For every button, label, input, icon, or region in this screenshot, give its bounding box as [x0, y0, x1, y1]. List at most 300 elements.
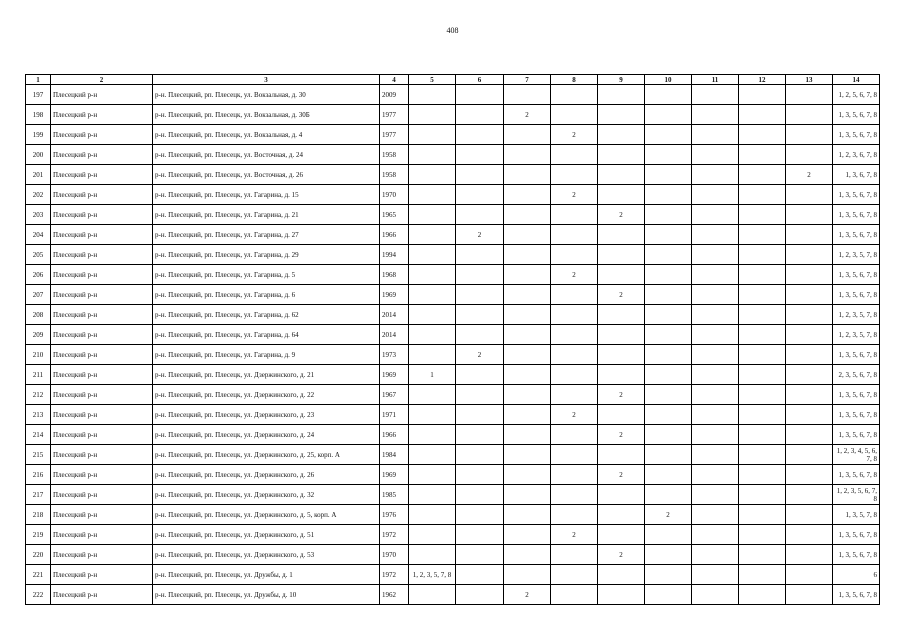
col7-cell	[504, 365, 551, 385]
year-cell: 1962	[380, 585, 409, 605]
district-cell: Плесецкий р-н	[51, 145, 153, 165]
col11-cell	[692, 145, 739, 165]
row-number: 203	[26, 205, 51, 225]
col6-cell	[456, 285, 504, 305]
col12-cell	[739, 205, 786, 225]
table-row	[26, 465, 880, 485]
col12-cell	[739, 265, 786, 285]
col8-cell	[551, 145, 598, 165]
col12-cell	[739, 325, 786, 345]
address-cell: р-н. Плесецкий, рп. Плесецк, ул. Дзержинского, д. 32	[153, 485, 380, 505]
col14-cell: 1, 2, 3, 5, 6, 7, 8	[833, 485, 880, 505]
col8-cell	[551, 425, 598, 445]
col11-cell	[692, 185, 739, 205]
address-cell: р-н. Плесецкий, рп. Плесецк, ул. Гагарина, д. 27	[153, 225, 380, 245]
col10-cell	[645, 245, 692, 265]
col6-cell	[456, 85, 504, 105]
col11-cell	[692, 165, 739, 185]
col9-cell	[598, 165, 645, 185]
year-cell: 2014	[380, 325, 409, 345]
district-cell: Плесецкий р-н	[51, 85, 153, 105]
col14-cell: 1, 3, 5, 6, 7, 8	[833, 425, 880, 445]
col14-cell: 1, 3, 5, 6, 7, 8	[833, 125, 880, 145]
col13-cell	[786, 265, 833, 285]
col5-cell	[409, 545, 456, 565]
col8-cell	[551, 485, 598, 505]
col6-cell	[456, 185, 504, 205]
col10-cell	[645, 565, 692, 585]
year-cell: 1976	[380, 505, 409, 525]
year-cell: 1969	[380, 285, 409, 305]
col12-cell	[739, 125, 786, 145]
row-number: 210	[26, 345, 51, 365]
col10-cell	[645, 485, 692, 505]
buildings-table	[25, 74, 880, 605]
address-cell: р-н. Плесецкий, рп. Плесецк, ул. Дзержинского, д. 51	[153, 525, 380, 545]
col5-cell: 1	[409, 365, 456, 385]
col5-cell	[409, 285, 456, 305]
col6-cell	[456, 105, 504, 125]
year-cell: 1972	[380, 565, 409, 585]
col12-cell	[739, 465, 786, 485]
column-header-9: 9	[598, 75, 645, 85]
col10-cell	[645, 185, 692, 205]
col7-cell	[504, 265, 551, 285]
col11-cell	[692, 225, 739, 245]
col14-cell: 1, 3, 5, 6, 7, 8	[833, 465, 880, 485]
col5-cell	[409, 165, 456, 185]
col9-cell	[598, 445, 645, 465]
col10-cell	[645, 165, 692, 185]
col13-cell	[786, 485, 833, 505]
col12-cell	[739, 145, 786, 165]
col14-cell: 1, 2, 3, 5, 7, 8	[833, 245, 880, 265]
year-cell: 1994	[380, 245, 409, 265]
col7-cell	[504, 85, 551, 105]
col8-cell	[551, 85, 598, 105]
year-cell: 1966	[380, 425, 409, 445]
col8-cell: 2	[551, 185, 598, 205]
col11-cell	[692, 105, 739, 125]
col11-cell	[692, 565, 739, 585]
col9-cell	[598, 125, 645, 145]
col11-cell	[692, 465, 739, 485]
col11-cell	[692, 125, 739, 145]
row-number: 215	[26, 445, 51, 465]
district-cell: Плесецкий р-н	[51, 505, 153, 525]
table-row	[26, 145, 880, 165]
address-cell: р-н. Плесецкий, рп. Плесецк, ул. Вокзальная, д. 30Б	[153, 105, 380, 125]
col8-cell: 2	[551, 525, 598, 545]
col9-cell	[598, 225, 645, 245]
col5-cell	[409, 445, 456, 465]
col6-cell: 2	[456, 345, 504, 365]
col11-cell	[692, 265, 739, 285]
col13-cell	[786, 285, 833, 305]
col14-cell: 1, 2, 5, 6, 7, 8	[833, 85, 880, 105]
district-cell: Плесецкий р-н	[51, 585, 153, 605]
table-row	[26, 485, 880, 505]
col7-cell	[504, 505, 551, 525]
col14-cell: 6	[833, 565, 880, 585]
col6-cell	[456, 165, 504, 185]
col11-cell	[692, 85, 739, 105]
district-cell: Плесецкий р-н	[51, 565, 153, 585]
col11-cell	[692, 445, 739, 465]
row-number: 207	[26, 285, 51, 305]
table-row	[26, 425, 880, 445]
col9-cell	[598, 405, 645, 425]
col6-cell	[456, 205, 504, 225]
col13-cell	[786, 145, 833, 165]
district-cell: Плесецкий р-н	[51, 305, 153, 325]
column-header-11: 11	[692, 75, 739, 85]
col6-cell	[456, 485, 504, 505]
col6-cell	[456, 265, 504, 285]
col9-cell	[598, 365, 645, 385]
row-number: 208	[26, 305, 51, 325]
row-number: 216	[26, 465, 51, 485]
col7-cell: 2	[504, 585, 551, 605]
col8-cell	[551, 585, 598, 605]
col12-cell	[739, 345, 786, 365]
col8-cell	[551, 165, 598, 185]
col6-cell	[456, 325, 504, 345]
address-cell: р-н. Плесецкий, рп. Плесецк, ул. Вокзальная, д. 30	[153, 85, 380, 105]
col8-cell	[551, 465, 598, 485]
col9-cell	[598, 345, 645, 365]
district-cell: Плесецкий р-н	[51, 285, 153, 305]
row-number: 221	[26, 565, 51, 585]
col9-cell: 2	[598, 385, 645, 405]
column-header-6: 6	[456, 75, 504, 85]
col5-cell	[409, 345, 456, 365]
district-cell: Плесецкий р-н	[51, 225, 153, 245]
address-cell: р-н. Плесецкий, рп. Плесецк, ул. Дзержинского, д. 5, корп. А	[153, 505, 380, 525]
col8-cell	[551, 505, 598, 525]
col7-cell	[504, 425, 551, 445]
col13-cell	[786, 525, 833, 545]
col10-cell	[645, 225, 692, 245]
col14-cell: 1, 3, 5, 6, 7, 8	[833, 525, 880, 545]
col10-cell	[645, 345, 692, 365]
col7-cell	[504, 225, 551, 245]
col12-cell	[739, 105, 786, 125]
year-cell: 1977	[380, 125, 409, 145]
year-cell: 1984	[380, 445, 409, 465]
col14-cell: 1, 3, 5, 6, 7, 8	[833, 105, 880, 125]
district-cell: Плесецкий р-н	[51, 525, 153, 545]
col12-cell	[739, 565, 786, 585]
col13-cell	[786, 425, 833, 445]
row-number: 200	[26, 145, 51, 165]
col5-cell	[409, 125, 456, 145]
col8-cell	[551, 205, 598, 225]
year-cell: 1970	[380, 185, 409, 205]
col12-cell	[739, 365, 786, 385]
col13-cell	[786, 385, 833, 405]
col8-cell: 2	[551, 265, 598, 285]
district-cell: Плесецкий р-н	[51, 345, 153, 365]
row-number: 212	[26, 385, 51, 405]
address-cell: р-н. Плесецкий, рп. Плесецк, ул. Гагарина, д. 9	[153, 345, 380, 365]
table-row	[26, 265, 880, 285]
col14-cell: 1, 3, 5, 7, 8	[833, 505, 880, 525]
col6-cell	[456, 445, 504, 465]
district-cell: Плесецкий р-н	[51, 425, 153, 445]
col8-cell: 2	[551, 125, 598, 145]
col13-cell	[786, 105, 833, 125]
column-header-5: 5	[409, 75, 456, 85]
address-cell: р-н. Плесецкий, рп. Плесецк, ул. Гагарина, д. 21	[153, 205, 380, 225]
column-header-1: 1	[26, 75, 51, 85]
col14-cell: 1, 2, 3, 6, 7, 8	[833, 145, 880, 165]
table-row	[26, 405, 880, 425]
table-row	[26, 185, 880, 205]
address-cell: р-н. Плесецкий, рп. Плесецк, ул. Дзержинского, д. 23	[153, 405, 380, 425]
district-cell: Плесецкий р-н	[51, 445, 153, 465]
col6-cell	[456, 585, 504, 605]
year-cell: 1967	[380, 385, 409, 405]
col13-cell	[786, 345, 833, 365]
col12-cell	[739, 165, 786, 185]
year-cell: 1973	[380, 345, 409, 365]
col14-cell: 1, 2, 3, 4, 5, 6, 7, 8	[833, 445, 880, 465]
col10-cell	[645, 525, 692, 545]
col5-cell	[409, 85, 456, 105]
col6-cell	[456, 385, 504, 405]
col10-cell	[645, 285, 692, 305]
row-number: 197	[26, 85, 51, 105]
col12-cell	[739, 185, 786, 205]
table-row	[26, 285, 880, 305]
col11-cell	[692, 525, 739, 545]
table-row	[26, 365, 880, 385]
col6-cell	[456, 125, 504, 145]
district-cell: Плесецкий р-н	[51, 245, 153, 265]
col14-cell: 1, 3, 5, 6, 7, 8	[833, 385, 880, 405]
address-cell: р-н. Плесецкий, рп. Плесецк, ул. Гагарина, д. 6	[153, 285, 380, 305]
column-header-14: 14	[833, 75, 880, 85]
col7-cell	[504, 485, 551, 505]
address-cell: р-н. Плесецкий, рп. Плесецк, ул. Восточная, д. 24	[153, 145, 380, 165]
col11-cell	[692, 585, 739, 605]
col7-cell	[504, 325, 551, 345]
year-cell: 1958	[380, 165, 409, 185]
col7-cell	[504, 525, 551, 545]
header-row	[26, 75, 880, 85]
address-cell: р-н. Плесецкий, рп. Плесецк, ул. Дзержинского, д. 25, корп. А	[153, 445, 380, 465]
district-cell: Плесецкий р-н	[51, 205, 153, 225]
address-cell: р-н. Плесецкий, рп. Плесецк, ул. Гагарина, д. 64	[153, 325, 380, 345]
address-cell: р-н. Плесецкий, рп. Плесецк, ул. Гагарина, д. 62	[153, 305, 380, 325]
column-header-3: 3	[153, 75, 380, 85]
district-cell: Плесецкий р-н	[51, 105, 153, 125]
row-number: 222	[26, 585, 51, 605]
col12-cell	[739, 405, 786, 425]
district-cell: Плесецкий р-н	[51, 405, 153, 425]
address-cell: р-н. Плесецкий, рп. Плесецк, ул. Гагарина, д. 29	[153, 245, 380, 265]
col13-cell	[786, 565, 833, 585]
col5-cell: 1, 2, 3, 5, 7, 8	[409, 565, 456, 585]
column-header-4: 4	[380, 75, 409, 85]
address-cell: р-н. Плесецкий, рп. Плесецк, ул. Дзержинского, д. 21	[153, 365, 380, 385]
district-cell: Плесецкий р-н	[51, 185, 153, 205]
col7-cell	[504, 145, 551, 165]
col9-cell: 2	[598, 425, 645, 445]
col9-cell	[598, 325, 645, 345]
col6-cell	[456, 525, 504, 545]
col13-cell	[786, 205, 833, 225]
table-row	[26, 205, 880, 225]
col13-cell	[786, 85, 833, 105]
col11-cell	[692, 345, 739, 365]
col14-cell: 1, 3, 5, 6, 7, 8	[833, 205, 880, 225]
address-cell: р-н. Плесецкий, рп. Плесецк, ул. Восточная, д. 26	[153, 165, 380, 185]
col10-cell	[645, 85, 692, 105]
col6-cell	[456, 505, 504, 525]
col8-cell	[551, 285, 598, 305]
col11-cell	[692, 305, 739, 325]
col5-cell	[409, 585, 456, 605]
year-cell: 1965	[380, 205, 409, 225]
col9-cell	[598, 585, 645, 605]
col7-cell	[504, 385, 551, 405]
col9-cell	[598, 565, 645, 585]
col6-cell	[456, 405, 504, 425]
col6-cell	[456, 465, 504, 485]
column-header-12: 12	[739, 75, 786, 85]
district-cell: Плесецкий р-н	[51, 125, 153, 145]
col9-cell	[598, 145, 645, 165]
col10-cell	[645, 265, 692, 285]
address-cell: р-н. Плесецкий, рп. Плесецк, ул. Дзержинского, д. 22	[153, 385, 380, 405]
district-cell: Плесецкий р-н	[51, 165, 153, 185]
col13-cell	[786, 125, 833, 145]
table-row	[26, 585, 880, 605]
col8-cell	[551, 325, 598, 345]
col9-cell	[598, 265, 645, 285]
address-cell: р-н. Плесецкий, рп. Плесецк, ул. Гагарина, д. 5	[153, 265, 380, 285]
col13-cell	[786, 325, 833, 345]
col5-cell	[409, 385, 456, 405]
col7-cell	[504, 545, 551, 565]
col14-cell: 2, 3, 5, 6, 7, 8	[833, 365, 880, 385]
col9-cell	[598, 505, 645, 525]
col9-cell: 2	[598, 205, 645, 225]
year-cell: 1969	[380, 365, 409, 385]
table-row	[26, 225, 880, 245]
col11-cell	[692, 205, 739, 225]
col14-cell: 1, 3, 5, 6, 7, 8	[833, 405, 880, 425]
col12-cell	[739, 385, 786, 405]
col5-cell	[409, 205, 456, 225]
col8-cell	[551, 105, 598, 125]
row-number: 204	[26, 225, 51, 245]
col11-cell	[692, 505, 739, 525]
col10-cell	[645, 425, 692, 445]
col13-cell	[786, 585, 833, 605]
col6-cell	[456, 565, 504, 585]
address-cell: р-н. Плесецкий, рп. Плесецк, ул. Дзержинского, д. 24	[153, 425, 380, 445]
col7-cell	[504, 405, 551, 425]
year-cell: 1971	[380, 405, 409, 425]
col5-cell	[409, 405, 456, 425]
col6-cell	[456, 545, 504, 565]
table-row	[26, 125, 880, 145]
col5-cell	[409, 305, 456, 325]
col7-cell	[504, 465, 551, 485]
col9-cell: 2	[598, 285, 645, 305]
table-row	[26, 165, 880, 185]
district-cell: Плесецкий р-н	[51, 385, 153, 405]
col11-cell	[692, 425, 739, 445]
col13-cell	[786, 405, 833, 425]
row-number: 220	[26, 545, 51, 565]
col10-cell	[645, 445, 692, 465]
col8-cell: 2	[551, 405, 598, 425]
table-row	[26, 505, 880, 525]
year-cell: 1968	[380, 265, 409, 285]
col6-cell	[456, 365, 504, 385]
col7-cell	[504, 165, 551, 185]
table-row	[26, 245, 880, 265]
col10-cell	[645, 145, 692, 165]
col8-cell	[551, 565, 598, 585]
table-row	[26, 525, 880, 545]
col14-cell: 1, 3, 5, 6, 7, 8	[833, 585, 880, 605]
table-row	[26, 345, 880, 365]
col12-cell	[739, 545, 786, 565]
col11-cell	[692, 285, 739, 305]
col13-cell	[786, 505, 833, 525]
col7-cell	[504, 305, 551, 325]
col9-cell	[598, 245, 645, 265]
page-number: 408	[446, 26, 459, 35]
col7-cell: 2	[504, 105, 551, 125]
col9-cell: 2	[598, 545, 645, 565]
column-header-10: 10	[645, 75, 692, 85]
col5-cell	[409, 525, 456, 545]
col7-cell	[504, 245, 551, 265]
col10-cell	[645, 325, 692, 345]
col9-cell	[598, 105, 645, 125]
column-header-7: 7	[504, 75, 551, 85]
col12-cell	[739, 445, 786, 465]
col10-cell	[645, 205, 692, 225]
col11-cell	[692, 245, 739, 265]
col14-cell: 1, 3, 5, 6, 7, 8	[833, 265, 880, 285]
col8-cell	[551, 225, 598, 245]
col12-cell	[739, 425, 786, 445]
district-cell: Плесецкий р-н	[51, 265, 153, 285]
row-number: 199	[26, 125, 51, 145]
address-cell: р-н. Плесецкий, рп. Плесецк, ул. Гагарина, д. 15	[153, 185, 380, 205]
col13-cell: 2	[786, 165, 833, 185]
row-number: 217	[26, 485, 51, 505]
col5-cell	[409, 145, 456, 165]
col9-cell	[598, 305, 645, 325]
col8-cell	[551, 445, 598, 465]
col14-cell: 1, 3, 5, 6, 7, 8	[833, 545, 880, 565]
year-cell: 1958	[380, 145, 409, 165]
col5-cell	[409, 505, 456, 525]
col12-cell	[739, 485, 786, 505]
col14-cell: 1, 3, 5, 6, 7, 8	[833, 185, 880, 205]
col13-cell	[786, 245, 833, 265]
column-header-13: 13	[786, 75, 833, 85]
column-header-2: 2	[51, 75, 153, 85]
